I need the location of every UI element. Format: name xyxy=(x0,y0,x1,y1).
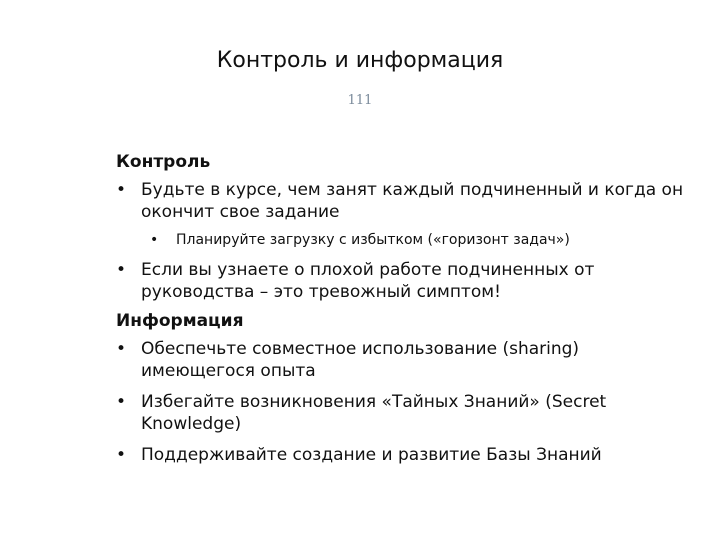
bullet-icon: • xyxy=(116,180,127,200)
bullet-text: Если вы узнаете о плохой работе подчиненных от руководства – это тревожный симптом! xyxy=(141,260,595,302)
bullet-item xyxy=(116,259,696,303)
bullet-item xyxy=(116,338,696,382)
bullet-icon: • xyxy=(150,232,159,248)
page-number: 111 xyxy=(347,93,373,108)
bullet-text: Избегайте возникновения «Тайных Знаний» (Secret Knowledge) xyxy=(141,392,607,434)
bullet-item xyxy=(116,179,696,223)
section-heading-information: Информация xyxy=(116,311,244,331)
bullet-item xyxy=(116,444,696,466)
section-heading-control: Контроль xyxy=(116,152,211,172)
bullet-text: Поддерживайте создание и развитие Базы Знаний xyxy=(141,445,602,465)
bullet-text: Обеспечьте совместное использование (sharing) имеющегося опыта xyxy=(141,339,580,381)
bullet-item xyxy=(116,391,696,435)
slide-title: Контроль и информация xyxy=(216,48,504,73)
bullet-icon: • xyxy=(116,339,127,359)
sub-bullet-item xyxy=(116,230,696,250)
bullet-icon: • xyxy=(116,260,127,280)
bullet-text: Будьте в курсе, чем занят каждый подчиненный и когда он окончит свое задание xyxy=(141,180,684,222)
slide-body xyxy=(116,150,696,475)
sub-bullet-text: Планируйте загрузку с избытком («горизонт задач») xyxy=(176,232,570,248)
bullet-icon: • xyxy=(116,445,127,465)
bullet-icon: • xyxy=(116,392,127,412)
